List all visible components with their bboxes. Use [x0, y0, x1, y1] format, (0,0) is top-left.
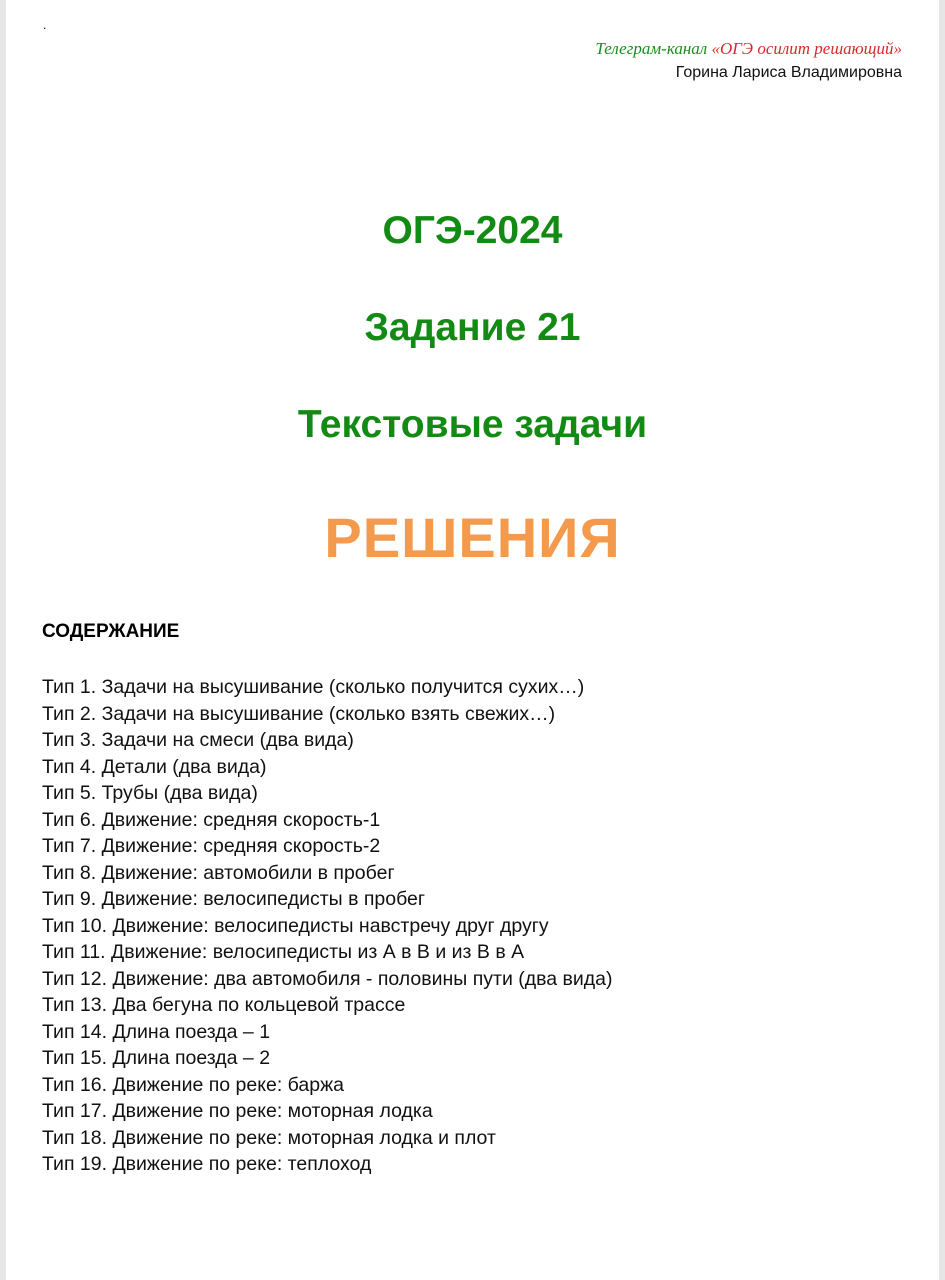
- contents-item: Тип 7. Движение: средняя скорость-2: [42, 835, 381, 857]
- channel-prefix: Телеграм-канал: [595, 39, 712, 58]
- contents-item: Тип 12. Движение: два автомобиля - половины пути (два вида): [42, 967, 613, 990]
- contents-item: Тип 19. Движение по реке: теплоход: [42, 1153, 372, 1175]
- contents-item: Тип 6. Движение: средняя скорость-1: [42, 808, 381, 831]
- contents-heading: СОДЕРЖАНИЕ: [42, 621, 180, 642]
- topic-title: Текстовые задачи: [297, 403, 648, 446]
- corner-dot: .: [43, 18, 47, 32]
- author-name: Горина Лариса Владимировна: [675, 64, 902, 81]
- solutions-title: РЕШЕНИЯ: [324, 506, 621, 569]
- contents-item: Тип 2. Задачи на высушивание (сколько взять свежих…): [42, 702, 556, 725]
- contents-item: Тип 11. Движение: велосипедисты из А в В и из В в А: [42, 941, 525, 963]
- contents-item: Тип 14. Длина поезда – 1: [42, 1020, 271, 1043]
- contents-item: Тип 4. Детали (два вида): [42, 755, 267, 778]
- contents-item: Тип 8. Движение: автомобили в пробег: [42, 861, 395, 884]
- contents-item: Тип 3. Задачи на смеси (два вида): [42, 729, 354, 751]
- contents-item: Тип 13. Два бегуна по кольцевой трассе: [42, 994, 406, 1016]
- contents-item: Тип 1. Задачи на высушивание (сколько получится сухих…): [42, 676, 585, 698]
- contents-list: [42, 674, 613, 1178]
- contents-item: Тип 9. Движение: велосипедисты в пробег: [42, 888, 426, 910]
- contents-item: Тип 10. Движение: велосипедисты навстречу друг другу: [42, 914, 549, 937]
- channel-name: «ОГЭ осилит решающий»: [711, 39, 902, 58]
- telegram-channel-label: [595, 39, 902, 59]
- document-page: [6, 0, 939, 1280]
- task-title: Задание 21: [364, 306, 581, 349]
- contents-item: Тип 18. Движение по реке: моторная лодка и плот: [42, 1126, 496, 1149]
- contents-item: Тип 17. Движение по реке: моторная лодка: [42, 1100, 433, 1122]
- contents-item: Тип 16. Движение по реке: баржа: [42, 1073, 344, 1096]
- contents-item: Тип 15. Длина поезда – 2: [42, 1047, 271, 1069]
- contents-item: Тип 5. Трубы (два вида): [42, 782, 258, 804]
- exam-title: ОГЭ-2024: [382, 209, 563, 252]
